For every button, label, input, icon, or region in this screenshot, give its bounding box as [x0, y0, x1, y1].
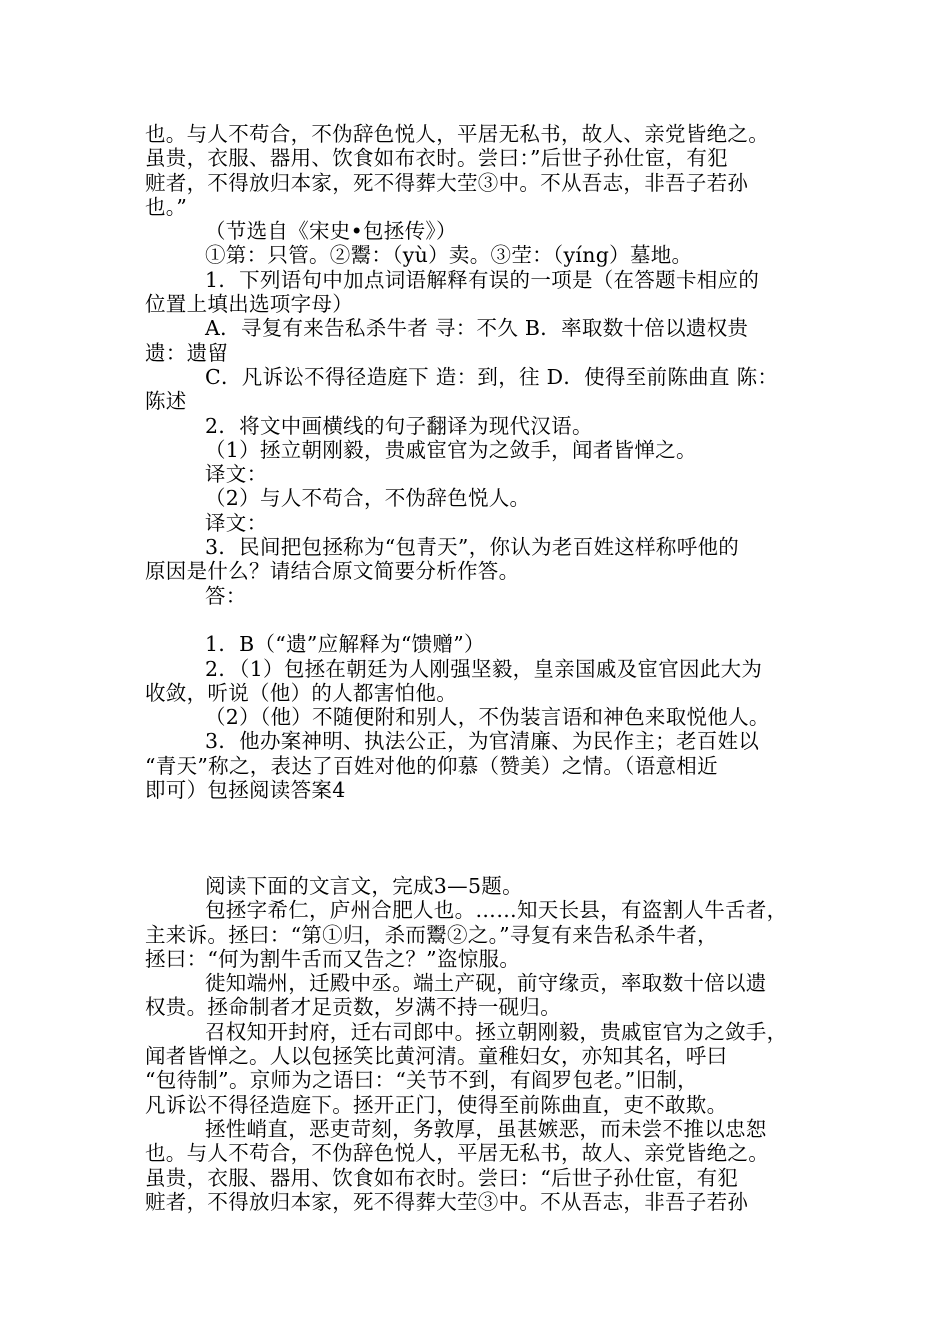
answer-2-sub: （2）（他）不随便附和别人，不伪装言语和神色来取悦他人。 [205, 705, 770, 730]
text-line: 虽贵，衣服、器用、饮食如布衣时。尝曰：”后世子孙仕宦，有犯 [145, 146, 728, 171]
answer-3: 3．他办案神明、执法公正，为官清廉、为民作主；老百姓以 [205, 729, 760, 754]
sub-question: （2）与人不苟合，不伪辞色悦人。 [205, 486, 531, 511]
paragraph-start: 拯性峭直，恶吏苛刻，务敦厚，虽甚嫉恶，而未尝不推以忠恕 [205, 1116, 767, 1141]
paragraph-start: 徙知端州，迁殿中丞。端土产砚，前守缘贡，率取数十倍以遗 [205, 971, 767, 996]
text-line: 赃者，不得放归本家，死不得葬大茔③中。不从吾志，非吾子若孙 [145, 170, 749, 195]
translation-label: 译文： [205, 462, 268, 487]
text-line: 也。” [145, 194, 188, 219]
text-line: 权贵。拯命制者才足贡数，岁满不持一砚归。 [145, 995, 561, 1020]
text-line: 陈述 [145, 389, 187, 414]
answer-1: 1．B（“遗”应解释为“馈赠”） [205, 632, 485, 657]
text-line: 拯曰：“何为割牛舌而又告之？”盗惊服。 [145, 946, 521, 971]
text-line: “包待制”。京师为之语曰：“关节不到，有阎罗包老。”旧制， [145, 1068, 698, 1093]
text-line: 主来诉。拯曰：“第①归，杀而鬻②之。”寻复有来告私杀牛者， [145, 922, 718, 947]
text-line: 原因是什么？请结合原文简要分析作答。 [145, 559, 520, 584]
text-line: 闻者皆惮之。人以包拯笑比黄河清。童稚妇女，亦知其名，呼曰 [145, 1044, 728, 1069]
source-note: （节选自《宋史•包拯传》） [205, 219, 457, 244]
text-line: 位置上填出选项字母） [145, 292, 353, 317]
question-1: 1．下列语句中加点词语解释有误的一项是（在答题卡相应的 [205, 267, 760, 292]
text-line: 遗：遗留 [145, 340, 229, 365]
text-line: “青天”称之，表达了百姓对他的仰慕（赞美）之情。（语意相近 [145, 753, 718, 778]
sub-question: （1）拯立朝刚毅，贵戚宦官为之敛手，闻者皆惮之。 [205, 437, 697, 462]
text-line: 赃者，不得放归本家，死不得葬大茔③中。不从吾志，非吾子若孙 [145, 1189, 749, 1214]
option-line: A．寻复有来告私杀牛者 寻：不久 B．率取数十倍以遗权贵 [205, 316, 749, 341]
text-line: 也。与人不苟合，不伪辞色悦人，平居无私书，故人、亲党皆绝之。 [145, 122, 769, 146]
question-3: 3．民间把包拯称为“包青天”，你认为老百姓这样称呼他的 [205, 535, 740, 560]
text-line: 虽贵，衣服、器用、饮食如布衣时。尝曰：“后世子孙仕宦，有犯 [145, 1165, 739, 1190]
paragraph-start: 召权知开封府，迁右司郎中。拯立朝刚毅，贵戚宦官为之敛手， [205, 1019, 788, 1044]
answer-2: 2．（1）包拯在朝廷为人刚强坚毅，皇亲国戚及宦官因此大为 [205, 656, 763, 681]
paragraph-start: 包拯字希仁，庐州合肥人也。……知天长县，有盗割人牛舌者， [205, 898, 788, 923]
text-line: 即可）包拯阅读答案4 [145, 778, 346, 803]
text-block-passage [145, 874, 810, 1214]
footnotes: ①第：只管。②鬻：（yù）卖。③茔：（yíng）墓地。 [205, 243, 693, 268]
answer-label: 答： [205, 583, 247, 608]
passage-intro: 阅读下面的文言文，完成3—5题。 [205, 874, 523, 898]
text-block-answers [145, 122, 810, 802]
option-line: C．凡诉讼不得径造庭下 造：到，往 D．使得至前陈曲直 陈： [205, 364, 779, 389]
translation-label: 译文： [205, 510, 268, 535]
text-line: 凡诉讼不得径造庭下。拯开正门，使得至前陈曲直，吏不敢欺。 [145, 1092, 728, 1117]
text-line: 也。与人不苟合，不伪辞色悦人，平居无私书，故人、亲党皆绝之。 [145, 1141, 769, 1166]
blank-line [145, 608, 810, 632]
text-line: 收敛，听说（他）的人都害怕他。 [145, 680, 457, 705]
question-2: 2．将文中画横线的句子翻译为现代汉语。 [205, 413, 593, 438]
